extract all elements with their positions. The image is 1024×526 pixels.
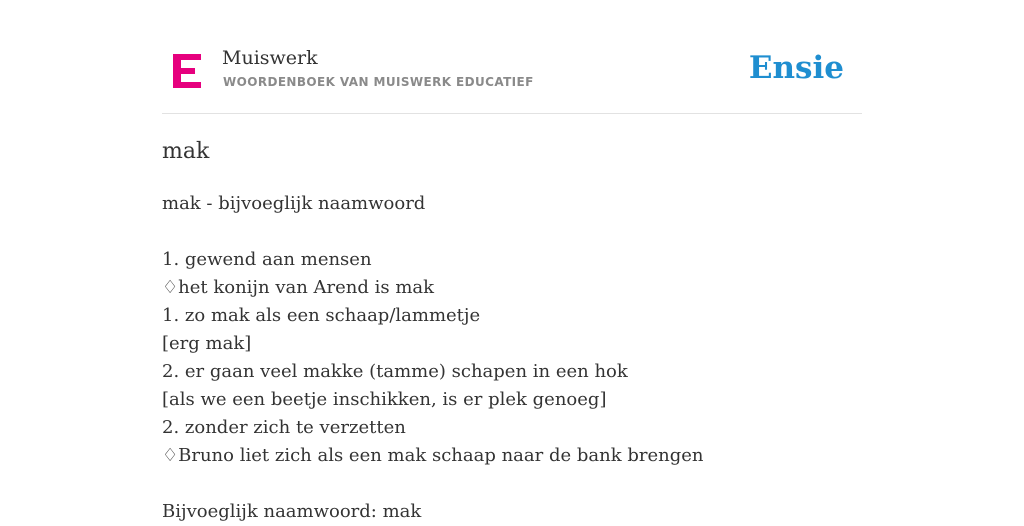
ensie-logo[interactable]: Ensie: [748, 50, 844, 86]
entry-line: Bijvoeglijk naamwoord: mak: [162, 501, 422, 522]
entry-line: ♢Bruno liet zich als een mak schaap naar de bank brengen: [162, 445, 704, 466]
header: [162, 40, 862, 114]
entry-line: 2. er gaan veel makke (tamme) schapen in een hok: [162, 361, 628, 382]
entry-content: [162, 190, 862, 526]
entry-line: mak - bijvoeglijk naamwoord: [162, 193, 426, 214]
entry-line: [als we een beetje inschikken, is er plek genoeg]: [162, 389, 607, 410]
blank-line: [162, 470, 862, 498]
entry-line: 1. zo mak als een schaap/lammetje: [162, 305, 481, 326]
muiswerk-logo-icon[interactable]: [173, 54, 201, 88]
entry-line: 1. gewend aan mensen: [162, 249, 372, 270]
word-title: mak: [162, 139, 210, 164]
page: [162, 0, 862, 522]
blank-line: [162, 218, 862, 246]
entry-line: 2. zonder zich te verzetten: [162, 417, 406, 438]
entry-line: [erg mak]: [162, 333, 252, 354]
brand-name[interactable]: Muiswerk: [222, 47, 318, 69]
brand-subtitle: WOORDENBOEK VAN MUISWERK EDUCATIEF: [223, 75, 534, 89]
entry-line: ♢het konijn van Arend is mak: [162, 277, 435, 298]
